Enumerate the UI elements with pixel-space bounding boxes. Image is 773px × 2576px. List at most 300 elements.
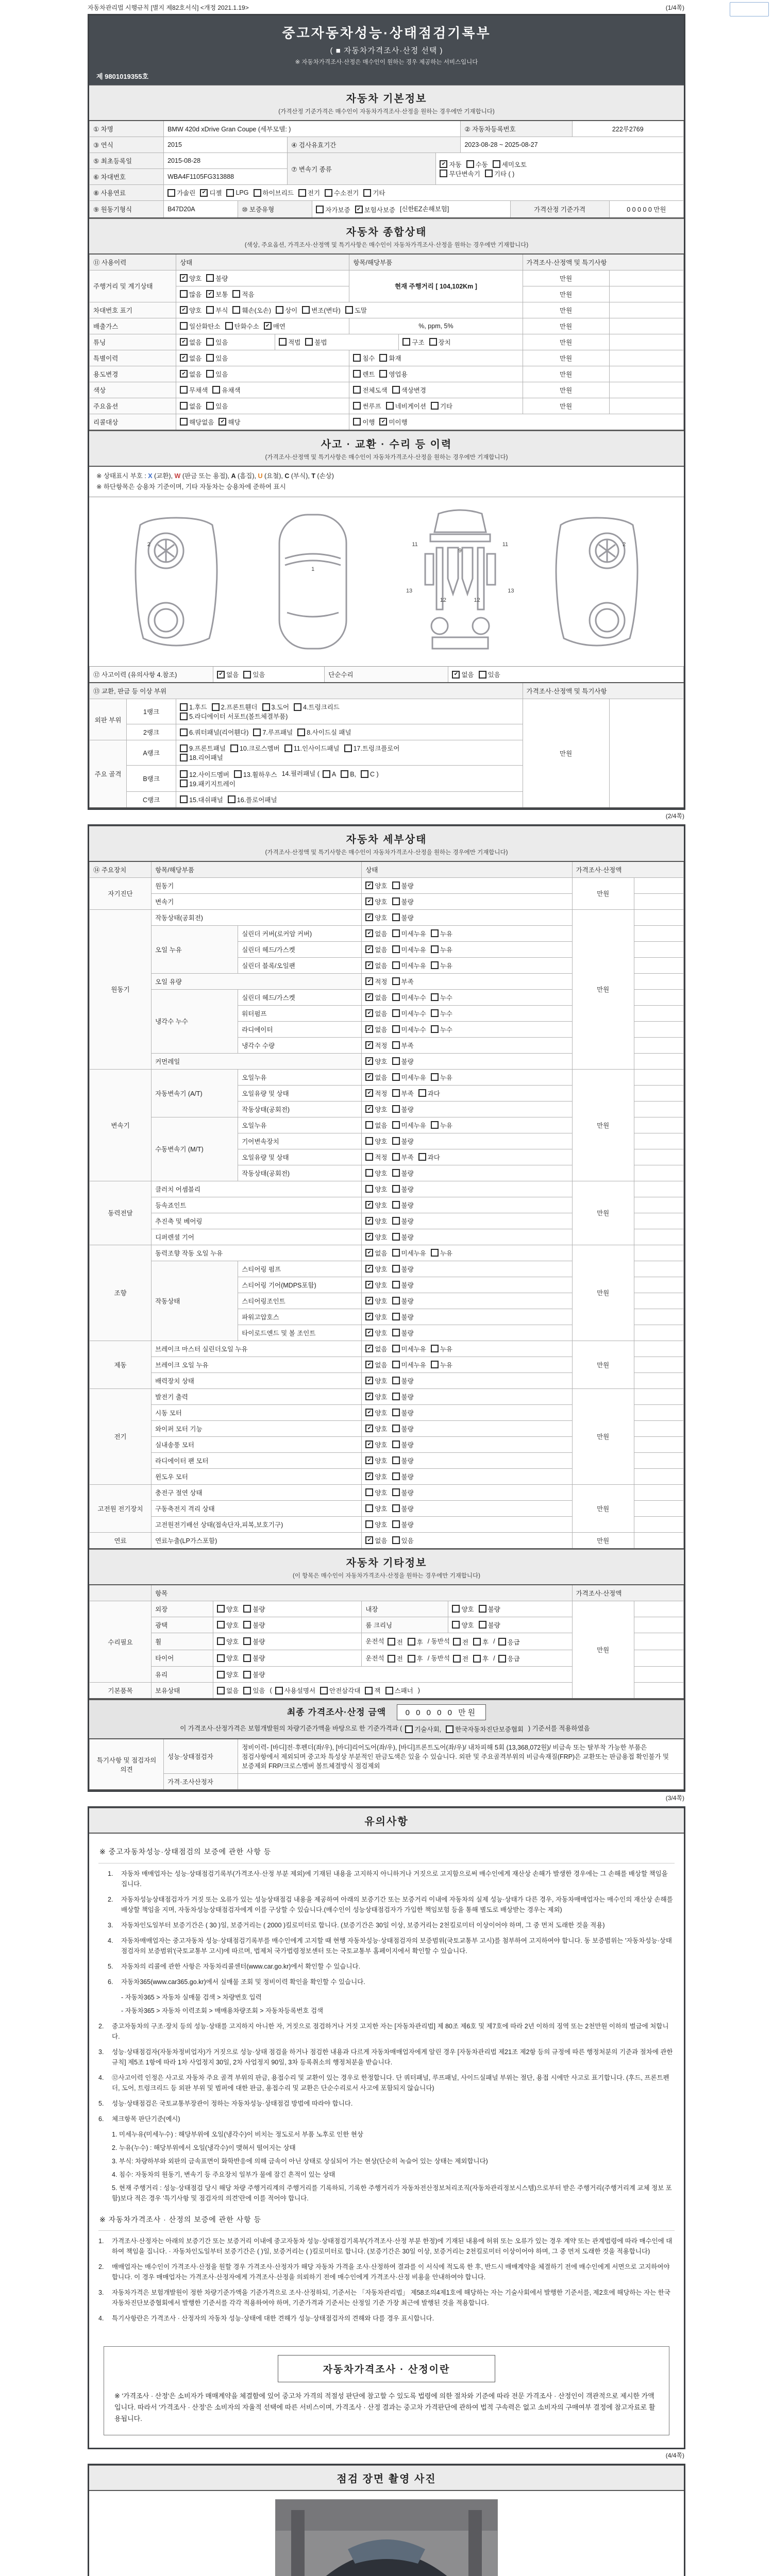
checked-checkbox-icon[interactable]: ✔	[440, 160, 447, 168]
unchecked-checkbox-icon[interactable]	[453, 1638, 461, 1646]
checkbox-option[interactable]	[498, 1637, 520, 1647]
checkbox-option[interactable]	[355, 205, 395, 214]
checked-checkbox-icon[interactable]: ✔	[365, 1313, 373, 1320]
unchecked-checkbox-icon[interactable]	[392, 1456, 400, 1464]
checkbox-option[interactable]	[279, 337, 300, 347]
checked-checkbox-icon[interactable]: ✔	[365, 1249, 373, 1257]
checkbox-option[interactable]	[254, 188, 294, 197]
checkbox-option[interactable]	[392, 1360, 426, 1369]
unchecked-checkbox-icon[interactable]	[180, 386, 188, 394]
unchecked-checkbox-icon[interactable]	[408, 1655, 415, 1663]
checkbox-option[interactable]	[453, 1637, 468, 1647]
checkbox-option[interactable]	[217, 1686, 239, 1695]
checkbox-option[interactable]	[365, 1424, 387, 1433]
unchecked-checkbox-icon[interactable]	[206, 402, 214, 410]
checkbox-option[interactable]	[217, 1637, 239, 1646]
checked-checkbox-icon[interactable]: ✔	[264, 322, 272, 330]
unchecked-checkbox-icon[interactable]	[243, 671, 251, 679]
checked-checkbox-icon[interactable]: ✔	[365, 1345, 373, 1352]
unchecked-checkbox-icon[interactable]	[473, 1638, 481, 1646]
checkbox-option[interactable]	[388, 1654, 403, 1663]
unchecked-checkbox-icon[interactable]	[243, 1637, 251, 1645]
unchecked-checkbox-icon[interactable]	[473, 1655, 481, 1663]
checkbox-option[interactable]	[365, 1168, 387, 1178]
unchecked-checkbox-icon[interactable]	[402, 338, 410, 346]
checkbox-option[interactable]	[206, 353, 228, 363]
checkbox-option[interactable]	[365, 1105, 387, 1114]
unchecked-checkbox-icon[interactable]	[180, 402, 188, 410]
unchecked-checkbox-icon[interactable]	[206, 354, 214, 362]
checkbox-option[interactable]	[206, 306, 228, 315]
checkbox-option[interactable]	[206, 337, 228, 347]
checkbox-option[interactable]	[392, 1392, 414, 1401]
checkbox-option[interactable]	[365, 1184, 387, 1194]
checkbox-option[interactable]	[264, 321, 285, 331]
checkbox-option[interactable]	[392, 1121, 426, 1130]
checkbox-option[interactable]	[466, 160, 488, 169]
unchecked-checkbox-icon[interactable]	[180, 418, 188, 426]
unchecked-checkbox-icon[interactable]	[431, 961, 439, 969]
unchecked-checkbox-icon[interactable]	[353, 370, 361, 378]
unchecked-checkbox-icon[interactable]	[206, 274, 214, 282]
checkbox-option[interactable]	[392, 1328, 414, 1337]
checked-checkbox-icon[interactable]: ✔	[452, 671, 460, 679]
unchecked-checkbox-icon[interactable]	[180, 728, 188, 736]
unchecked-checkbox-icon[interactable]	[345, 306, 353, 314]
unchecked-checkbox-icon[interactable]	[388, 1638, 395, 1646]
unchecked-checkbox-icon[interactable]	[453, 1655, 461, 1663]
checkbox-option[interactable]	[180, 702, 207, 711]
checked-checkbox-icon[interactable]: ✔	[365, 1409, 373, 1416]
unchecked-checkbox-icon[interactable]	[365, 1520, 373, 1528]
unchecked-checkbox-icon[interactable]	[361, 770, 368, 778]
checkbox-option[interactable]	[243, 1604, 265, 1614]
checked-checkbox-icon[interactable]: ✔	[365, 913, 373, 921]
unchecked-checkbox-icon[interactable]	[232, 306, 240, 314]
checkbox-option[interactable]	[392, 897, 414, 906]
checkbox-option[interactable]	[392, 1280, 414, 1290]
unchecked-checkbox-icon[interactable]	[365, 1153, 373, 1161]
checkbox-option[interactable]	[388, 1637, 403, 1647]
checked-checkbox-icon[interactable]: ✔	[365, 1281, 373, 1289]
checkbox-option[interactable]	[392, 1137, 414, 1146]
checkbox-option[interactable]	[431, 1073, 452, 1082]
checkbox-option[interactable]	[493, 160, 527, 169]
checkbox-option[interactable]	[212, 385, 240, 395]
checkbox-option[interactable]	[392, 913, 414, 922]
checkbox-option[interactable]	[180, 711, 288, 721]
checkbox-option[interactable]	[365, 1392, 387, 1401]
checkbox-option[interactable]	[243, 1620, 265, 1630]
checkbox-option[interactable]	[392, 1009, 426, 1018]
unchecked-checkbox-icon[interactable]	[431, 1009, 439, 1017]
checkbox-option[interactable]	[298, 188, 320, 197]
checkbox-option[interactable]	[276, 306, 297, 315]
unchecked-checkbox-icon[interactable]	[392, 1169, 400, 1177]
checkbox-option[interactable]	[365, 1440, 387, 1449]
unchecked-checkbox-icon[interactable]	[379, 354, 387, 362]
checkbox-option[interactable]	[392, 1488, 414, 1497]
checkbox-option[interactable]	[392, 929, 426, 938]
checkbox-option[interactable]	[365, 1057, 387, 1066]
checkbox-option[interactable]	[253, 727, 293, 737]
checkbox-option[interactable]	[365, 1153, 387, 1162]
unchecked-checkbox-icon[interactable]	[392, 1057, 400, 1065]
checkbox-option[interactable]	[232, 306, 271, 315]
unchecked-checkbox-icon[interactable]	[408, 1638, 415, 1646]
checkbox-option[interactable]	[392, 1200, 414, 1210]
checkbox-option[interactable]	[353, 401, 381, 411]
unchecked-checkbox-icon[interactable]	[388, 1655, 395, 1663]
checkbox-option[interactable]	[341, 770, 356, 778]
unchecked-checkbox-icon[interactable]	[392, 961, 400, 969]
checkbox-option[interactable]	[180, 779, 236, 788]
checked-checkbox-icon[interactable]: ✔	[365, 1329, 373, 1336]
unchecked-checkbox-icon[interactable]	[353, 402, 361, 410]
checkbox-option[interactable]	[180, 743, 226, 753]
unchecked-checkbox-icon[interactable]	[446, 1725, 453, 1733]
unchecked-checkbox-icon[interactable]	[298, 189, 306, 197]
checkbox-option[interactable]	[418, 1089, 440, 1098]
unchecked-checkbox-icon[interactable]	[243, 1671, 251, 1679]
checked-checkbox-icon[interactable]: ✔	[355, 206, 363, 213]
checkbox-option[interactable]	[365, 1137, 387, 1146]
unchecked-checkbox-icon[interactable]	[217, 1605, 225, 1613]
unchecked-checkbox-icon[interactable]	[392, 1153, 400, 1161]
unchecked-checkbox-icon[interactable]	[234, 770, 242, 778]
checked-checkbox-icon[interactable]: ✔	[365, 1472, 373, 1480]
checkbox-option[interactable]	[243, 1653, 265, 1663]
unchecked-checkbox-icon[interactable]	[217, 1671, 225, 1679]
unchecked-checkbox-icon[interactable]	[440, 170, 447, 177]
checkbox-option[interactable]	[365, 1408, 387, 1417]
checked-checkbox-icon[interactable]: ✔	[365, 1041, 373, 1049]
checkbox-option[interactable]	[431, 929, 452, 938]
unchecked-checkbox-icon[interactable]	[232, 290, 240, 298]
unchecked-checkbox-icon[interactable]	[365, 1687, 373, 1694]
unchecked-checkbox-icon[interactable]	[276, 306, 283, 314]
checkbox-option[interactable]	[365, 913, 387, 922]
checked-checkbox-icon[interactable]: ✔	[365, 1105, 373, 1113]
checked-checkbox-icon[interactable]: ✔	[365, 1377, 373, 1384]
unchecked-checkbox-icon[interactable]	[316, 206, 324, 213]
checkbox-option[interactable]	[243, 1686, 265, 1695]
checkbox-option[interactable]	[180, 727, 248, 737]
checkbox-option[interactable]	[323, 770, 336, 778]
checked-checkbox-icon[interactable]: ✔	[219, 418, 226, 426]
checkbox-option[interactable]	[206, 369, 228, 379]
checkbox-option[interactable]	[392, 993, 426, 1002]
checkbox-option[interactable]	[212, 702, 258, 711]
unchecked-checkbox-icon[interactable]	[284, 744, 292, 752]
checkbox-option[interactable]	[431, 993, 452, 1002]
checkbox-option[interactable]	[316, 205, 350, 214]
unchecked-checkbox-icon[interactable]	[344, 744, 352, 752]
checked-checkbox-icon[interactable]: ✔	[365, 1233, 373, 1241]
unchecked-checkbox-icon[interactable]	[243, 1605, 251, 1613]
unchecked-checkbox-icon[interactable]	[180, 795, 188, 803]
unchecked-checkbox-icon[interactable]	[253, 728, 261, 736]
unchecked-checkbox-icon[interactable]	[320, 1687, 328, 1694]
unchecked-checkbox-icon[interactable]	[392, 1488, 400, 1496]
checkbox-option[interactable]	[431, 401, 452, 411]
checkbox-option[interactable]	[217, 670, 239, 679]
checkbox-option[interactable]	[365, 897, 387, 906]
checkbox-option[interactable]	[392, 1264, 414, 1274]
checkbox-option[interactable]	[392, 1440, 414, 1449]
checked-checkbox-icon[interactable]: ✔	[365, 1456, 373, 1464]
unchecked-checkbox-icon[interactable]	[418, 1153, 426, 1161]
unchecked-checkbox-icon[interactable]	[254, 189, 261, 197]
checkbox-option[interactable]	[353, 353, 375, 363]
unchecked-checkbox-icon[interactable]	[392, 1217, 400, 1225]
checkbox-option[interactable]	[365, 1296, 387, 1306]
unchecked-checkbox-icon[interactable]	[392, 1425, 400, 1432]
checkbox-option[interactable]	[217, 1670, 239, 1679]
checkbox-option[interactable]	[365, 1025, 387, 1034]
unchecked-checkbox-icon[interactable]	[392, 1265, 400, 1273]
checkbox-option[interactable]	[431, 945, 452, 954]
checked-checkbox-icon[interactable]: ✔	[365, 1025, 373, 1033]
unchecked-checkbox-icon[interactable]	[431, 929, 439, 937]
unchecked-checkbox-icon[interactable]	[365, 1137, 373, 1145]
unchecked-checkbox-icon[interactable]	[323, 770, 330, 778]
unchecked-checkbox-icon[interactable]	[385, 1687, 393, 1694]
unchecked-checkbox-icon[interactable]	[353, 354, 361, 362]
checked-checkbox-icon[interactable]: ✔	[365, 1361, 373, 1368]
checkbox-option[interactable]	[429, 337, 451, 347]
unchecked-checkbox-icon[interactable]	[431, 945, 439, 953]
checkbox-option[interactable]	[392, 1153, 414, 1162]
unchecked-checkbox-icon[interactable]	[392, 1009, 400, 1017]
checkbox-option[interactable]	[473, 1654, 489, 1663]
checked-checkbox-icon[interactable]: ✔	[180, 306, 188, 314]
unchecked-checkbox-icon[interactable]	[429, 338, 437, 346]
checkbox-option[interactable]	[243, 1670, 265, 1679]
checkbox-option[interactable]	[365, 881, 387, 890]
unchecked-checkbox-icon[interactable]	[279, 338, 287, 346]
checkbox-option[interactable]	[440, 160, 461, 169]
checkbox-option[interactable]	[230, 743, 280, 753]
checkbox-option[interactable]	[392, 1089, 414, 1098]
checkbox-option[interactable]	[226, 189, 248, 197]
checkbox-option[interactable]	[379, 369, 407, 379]
checked-checkbox-icon[interactable]: ✔	[365, 1265, 373, 1273]
unchecked-checkbox-icon[interactable]	[392, 1121, 400, 1129]
checkbox-option[interactable]	[431, 1344, 452, 1353]
unchecked-checkbox-icon[interactable]	[180, 322, 188, 330]
checkbox-option[interactable]	[405, 1724, 441, 1734]
checkbox-option[interactable]	[408, 1654, 423, 1663]
unchecked-checkbox-icon[interactable]	[226, 189, 234, 197]
checkbox-option[interactable]	[297, 727, 351, 737]
checkbox-option[interactable]	[392, 1472, 414, 1481]
unchecked-checkbox-icon[interactable]	[180, 713, 188, 720]
checkbox-option[interactable]	[365, 1504, 387, 1513]
checked-checkbox-icon[interactable]: ✔	[206, 290, 214, 298]
checkbox-option[interactable]	[353, 385, 387, 395]
checkbox-option[interactable]	[392, 1424, 414, 1433]
unchecked-checkbox-icon[interactable]	[452, 1605, 460, 1613]
unchecked-checkbox-icon[interactable]	[392, 1089, 400, 1097]
unchecked-checkbox-icon[interactable]	[243, 1654, 251, 1662]
checkbox-option[interactable]	[365, 1073, 387, 1082]
unchecked-checkbox-icon[interactable]	[431, 1025, 439, 1033]
checkbox-option[interactable]	[365, 1280, 387, 1290]
checkbox-option[interactable]	[392, 1296, 414, 1306]
checkbox-option[interactable]	[219, 417, 240, 427]
unchecked-checkbox-icon[interactable]	[392, 1472, 400, 1480]
checkbox-option[interactable]	[228, 795, 277, 804]
checkbox-option[interactable]	[365, 1041, 387, 1050]
checkbox-option[interactable]	[225, 321, 259, 331]
checkbox-option[interactable]	[217, 1653, 239, 1663]
unchecked-checkbox-icon[interactable]	[180, 744, 188, 752]
unchecked-checkbox-icon[interactable]	[230, 744, 238, 752]
checkbox-option[interactable]	[365, 1456, 387, 1465]
unchecked-checkbox-icon[interactable]	[243, 1621, 251, 1629]
unchecked-checkbox-icon[interactable]	[228, 795, 236, 803]
unchecked-checkbox-icon[interactable]	[392, 1409, 400, 1416]
unchecked-checkbox-icon[interactable]	[180, 703, 188, 711]
unchecked-checkbox-icon[interactable]	[493, 160, 500, 168]
unchecked-checkbox-icon[interactable]	[431, 993, 439, 1001]
unchecked-checkbox-icon[interactable]	[392, 1233, 400, 1241]
checkbox-option[interactable]	[392, 1408, 414, 1417]
unchecked-checkbox-icon[interactable]	[302, 306, 310, 314]
checked-checkbox-icon[interactable]: ✔	[365, 993, 373, 1001]
checkbox-option[interactable]	[180, 353, 201, 363]
checkbox-option[interactable]	[232, 290, 254, 299]
unchecked-checkbox-icon[interactable]	[431, 1345, 439, 1352]
checkbox-option[interactable]	[365, 993, 387, 1002]
checkbox-option[interactable]	[446, 1724, 524, 1734]
checkbox-option[interactable]	[180, 306, 201, 315]
checkbox-option[interactable]	[452, 1620, 474, 1630]
unchecked-checkbox-icon[interactable]	[275, 1687, 283, 1694]
checked-checkbox-icon[interactable]: ✔	[365, 977, 373, 985]
unchecked-checkbox-icon[interactable]	[392, 913, 400, 921]
unchecked-checkbox-icon[interactable]	[167, 189, 175, 197]
checkbox-option[interactable]	[206, 401, 228, 411]
checkbox-option[interactable]	[392, 1520, 414, 1529]
checkbox-option[interactable]	[361, 770, 379, 778]
unchecked-checkbox-icon[interactable]	[365, 1169, 373, 1177]
checkbox-option[interactable]	[180, 753, 223, 762]
unchecked-checkbox-icon[interactable]	[392, 1281, 400, 1289]
checkbox-option[interactable]	[392, 1057, 414, 1066]
unchecked-checkbox-icon[interactable]	[392, 1329, 400, 1336]
checkbox-option[interactable]	[431, 1009, 452, 1018]
checkbox-option[interactable]	[392, 1073, 426, 1082]
unchecked-checkbox-icon[interactable]	[392, 993, 400, 1001]
checkbox-option[interactable]	[365, 945, 387, 954]
checked-checkbox-icon[interactable]: ✔	[365, 929, 373, 937]
unchecked-checkbox-icon[interactable]	[212, 703, 220, 711]
checkbox-option[interactable]	[392, 977, 414, 986]
checkbox-option[interactable]	[392, 1344, 426, 1353]
unchecked-checkbox-icon[interactable]	[392, 1297, 400, 1304]
checked-checkbox-icon[interactable]: ✔	[180, 338, 188, 346]
unchecked-checkbox-icon[interactable]	[392, 1105, 400, 1113]
checkbox-option[interactable]	[498, 1654, 520, 1663]
checkbox-option[interactable]	[431, 961, 452, 970]
checked-checkbox-icon[interactable]: ✔	[365, 1217, 373, 1225]
unchecked-checkbox-icon[interactable]	[498, 1655, 506, 1663]
unchecked-checkbox-icon[interactable]	[392, 1504, 400, 1512]
checkbox-option[interactable]	[344, 743, 400, 753]
checkbox-option[interactable]	[365, 1376, 387, 1385]
checkbox-option[interactable]	[365, 1216, 387, 1226]
unchecked-checkbox-icon[interactable]	[392, 897, 400, 905]
checkbox-option[interactable]	[365, 1200, 387, 1210]
checkbox-option[interactable]	[234, 770, 277, 779]
checked-checkbox-icon[interactable]: ✔	[365, 1009, 373, 1017]
checkbox-option[interactable]	[302, 306, 341, 315]
checked-checkbox-icon[interactable]: ✔	[365, 961, 373, 969]
unchecked-checkbox-icon[interactable]	[305, 338, 313, 346]
unchecked-checkbox-icon[interactable]	[180, 754, 188, 761]
checked-checkbox-icon[interactable]: ✔	[365, 1057, 373, 1065]
unchecked-checkbox-icon[interactable]	[262, 703, 270, 711]
checkbox-option[interactable]	[392, 1184, 414, 1194]
checkbox-option[interactable]	[479, 670, 500, 679]
checkbox-option[interactable]	[365, 1264, 387, 1274]
checked-checkbox-icon[interactable]: ✔	[365, 1089, 373, 1097]
unchecked-checkbox-icon[interactable]	[180, 770, 188, 778]
checked-checkbox-icon[interactable]: ✔	[365, 1201, 373, 1209]
checkbox-option[interactable]	[365, 977, 387, 986]
checkbox-option[interactable]	[392, 1312, 414, 1321]
unchecked-checkbox-icon[interactable]	[365, 1185, 373, 1193]
checkbox-option[interactable]	[431, 1360, 452, 1369]
checkbox-option[interactable]	[180, 385, 208, 395]
checkbox-option[interactable]	[392, 881, 414, 890]
checkbox-option[interactable]	[206, 290, 228, 299]
checked-checkbox-icon[interactable]: ✔	[365, 1440, 373, 1448]
checkbox-option[interactable]	[180, 417, 214, 427]
checkbox-option[interactable]	[284, 743, 340, 753]
checkbox-option[interactable]	[392, 1504, 414, 1513]
checkbox-option[interactable]	[365, 1121, 387, 1130]
checked-checkbox-icon[interactable]: ✔	[180, 274, 188, 282]
checkbox-option[interactable]	[452, 1604, 474, 1614]
checked-checkbox-icon[interactable]: ✔	[365, 882, 373, 889]
checkbox-option[interactable]	[408, 1637, 423, 1647]
checkbox-option[interactable]	[402, 337, 424, 347]
checkbox-option[interactable]	[217, 1604, 239, 1614]
unchecked-checkbox-icon[interactable]	[365, 1488, 373, 1496]
checkbox-option[interactable]	[392, 1168, 414, 1178]
unchecked-checkbox-icon[interactable]	[325, 189, 332, 197]
checkbox-option[interactable]	[365, 1328, 387, 1337]
checkbox-option[interactable]	[180, 795, 223, 804]
unchecked-checkbox-icon[interactable]	[405, 1725, 413, 1733]
unchecked-checkbox-icon[interactable]	[365, 1121, 373, 1129]
unchecked-checkbox-icon[interactable]	[206, 306, 214, 314]
unchecked-checkbox-icon[interactable]	[365, 1504, 373, 1512]
checkbox-option[interactable]	[262, 702, 290, 711]
unchecked-checkbox-icon[interactable]	[452, 1621, 460, 1629]
checkbox-option[interactable]	[479, 1604, 500, 1614]
checkbox-option[interactable]	[392, 1232, 414, 1242]
checkbox-option[interactable]	[275, 1686, 315, 1695]
unchecked-checkbox-icon[interactable]	[392, 882, 400, 889]
unchecked-checkbox-icon[interactable]	[392, 1361, 400, 1368]
unchecked-checkbox-icon[interactable]	[206, 338, 214, 346]
checkbox-option[interactable]	[431, 1248, 452, 1258]
unchecked-checkbox-icon[interactable]	[294, 703, 301, 711]
